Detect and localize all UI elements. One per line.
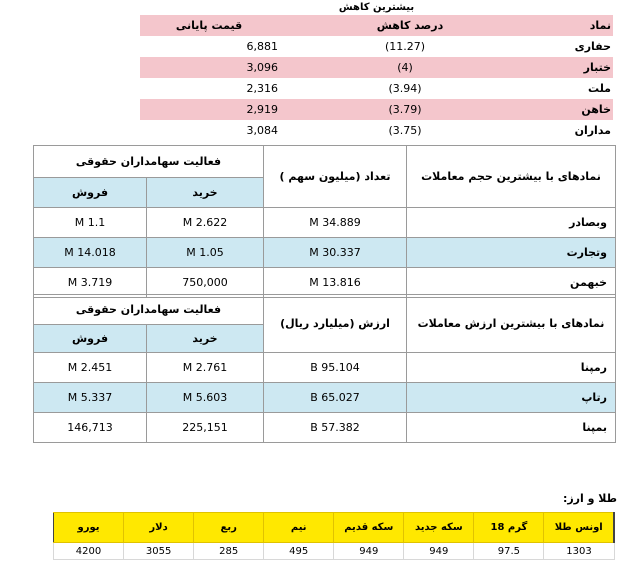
price-cell: 3,096 [246, 61, 278, 74]
gold-value: 495 [264, 543, 334, 560]
sell-cell: 146,713 [34, 413, 147, 443]
gold-value: 3055 [124, 543, 194, 560]
buy-cell: 750,000 [147, 268, 264, 298]
gold-value: 949 [404, 543, 474, 560]
gold-value: 97.5 [474, 543, 544, 560]
price-cell: 2,919 [246, 103, 278, 116]
symbol-cell: وتجارت [407, 238, 616, 268]
symbol-cell: بمپنا [407, 413, 616, 443]
gold-header: نیم [264, 513, 334, 543]
symbol-cell: مداران [574, 124, 611, 137]
value-table [33, 294, 616, 443]
buy-cell: 225,151 [147, 413, 264, 443]
percent-cell: (4) [397, 61, 413, 74]
sell-cell: M 3.719 [34, 268, 147, 298]
volume-count-header: تعداد (میلیون سهم ) [264, 146, 407, 208]
sell-cell: M 2.451 [34, 353, 147, 383]
value-symbols-header: نمادهای با بیشترین ارزش معاملات [407, 295, 616, 353]
percent-cell: (11.27) [384, 40, 426, 53]
header-price: قیمت پایانی [175, 19, 243, 32]
sell-cell: M 1.1 [34, 208, 147, 238]
count-cell: M 34.889 [264, 208, 407, 238]
gold-value: 4200 [54, 543, 124, 560]
table-row [34, 268, 616, 298]
table-row [140, 57, 613, 78]
gold-value: 285 [194, 543, 264, 560]
volume-sell-header: فروش [34, 178, 147, 208]
value-buy-header: خرید [147, 325, 264, 353]
gold-header: یورو [54, 513, 124, 543]
symbol-cell: رمپنا [407, 353, 616, 383]
value-activity-header: فعالیت سهامداران حقوقی [34, 295, 264, 325]
gold-header: ربع [194, 513, 264, 543]
symbol-cell: ملت [588, 82, 611, 95]
symbol-cell: خاهن [581, 103, 611, 116]
price-cell: 2,316 [246, 82, 278, 95]
gold-value: 1303 [544, 543, 614, 560]
percent-cell: (3.94) [388, 82, 422, 95]
count-cell: M 30.337 [264, 238, 407, 268]
symbol-cell: وبصادر [407, 208, 616, 238]
table-row [140, 120, 613, 141]
price-cell: 6,881 [246, 40, 278, 53]
buy-cell: M 1.05 [147, 238, 264, 268]
price-cell: 3,084 [246, 124, 278, 137]
value-cell: B 57.382 [264, 413, 407, 443]
buy-cell: M 2.622 [147, 208, 264, 238]
gold-value: 949 [334, 543, 404, 560]
sell-cell: M 14.018 [34, 238, 147, 268]
table-row [34, 353, 616, 383]
table-row [34, 208, 616, 238]
gold-currency-title: طلا و ارز: [562, 492, 617, 505]
buy-cell: M 2.761 [147, 353, 264, 383]
percent-cell: (3.75) [388, 124, 422, 137]
table-row [140, 99, 613, 120]
volume-buy-header: خرید [147, 178, 264, 208]
percent-cell: (3.79) [388, 103, 422, 116]
gold-header: اونس طلا [544, 513, 614, 543]
symbol-cell: رتاپ [407, 383, 616, 413]
sell-cell: M 5.337 [34, 383, 147, 413]
gold-header: دلار [124, 513, 194, 543]
value-cell: B 95.104 [264, 353, 407, 383]
table-row [34, 413, 616, 443]
gold-header: سکه جدید [404, 513, 474, 543]
gold-header: سکه قدیم [334, 513, 404, 543]
buy-cell: M 5.603 [147, 383, 264, 413]
header-symbol: نماد [589, 19, 611, 32]
volume-symbols-header: نمادهای با بیشترین حجم معاملات [407, 146, 616, 208]
value-sell-header: فروش [34, 325, 147, 353]
symbol-cell: ختبار [583, 61, 611, 74]
table-row [140, 36, 613, 57]
volume-table [33, 145, 616, 298]
table-row [34, 238, 616, 268]
gold-currency-table [53, 512, 615, 560]
count-cell: M 13.816 [264, 268, 407, 298]
decrease-table-header [140, 15, 613, 36]
table-row [34, 383, 616, 413]
header-percent: درصد کاهش [376, 19, 444, 32]
table-row [54, 543, 615, 560]
table-row [140, 78, 613, 99]
value-amount-header: ارزش (میلیارد ریال) [264, 295, 407, 353]
symbol-cell: حفاری [574, 40, 611, 53]
value-cell: B 65.027 [264, 383, 407, 413]
gold-header: گرم 18 [474, 513, 544, 543]
decrease-table-title: بیشترین کاهش [338, 2, 415, 13]
volume-activity-header: فعالیت سهامداران حقوقی [34, 146, 264, 178]
symbol-cell: خبهمن [407, 268, 616, 298]
